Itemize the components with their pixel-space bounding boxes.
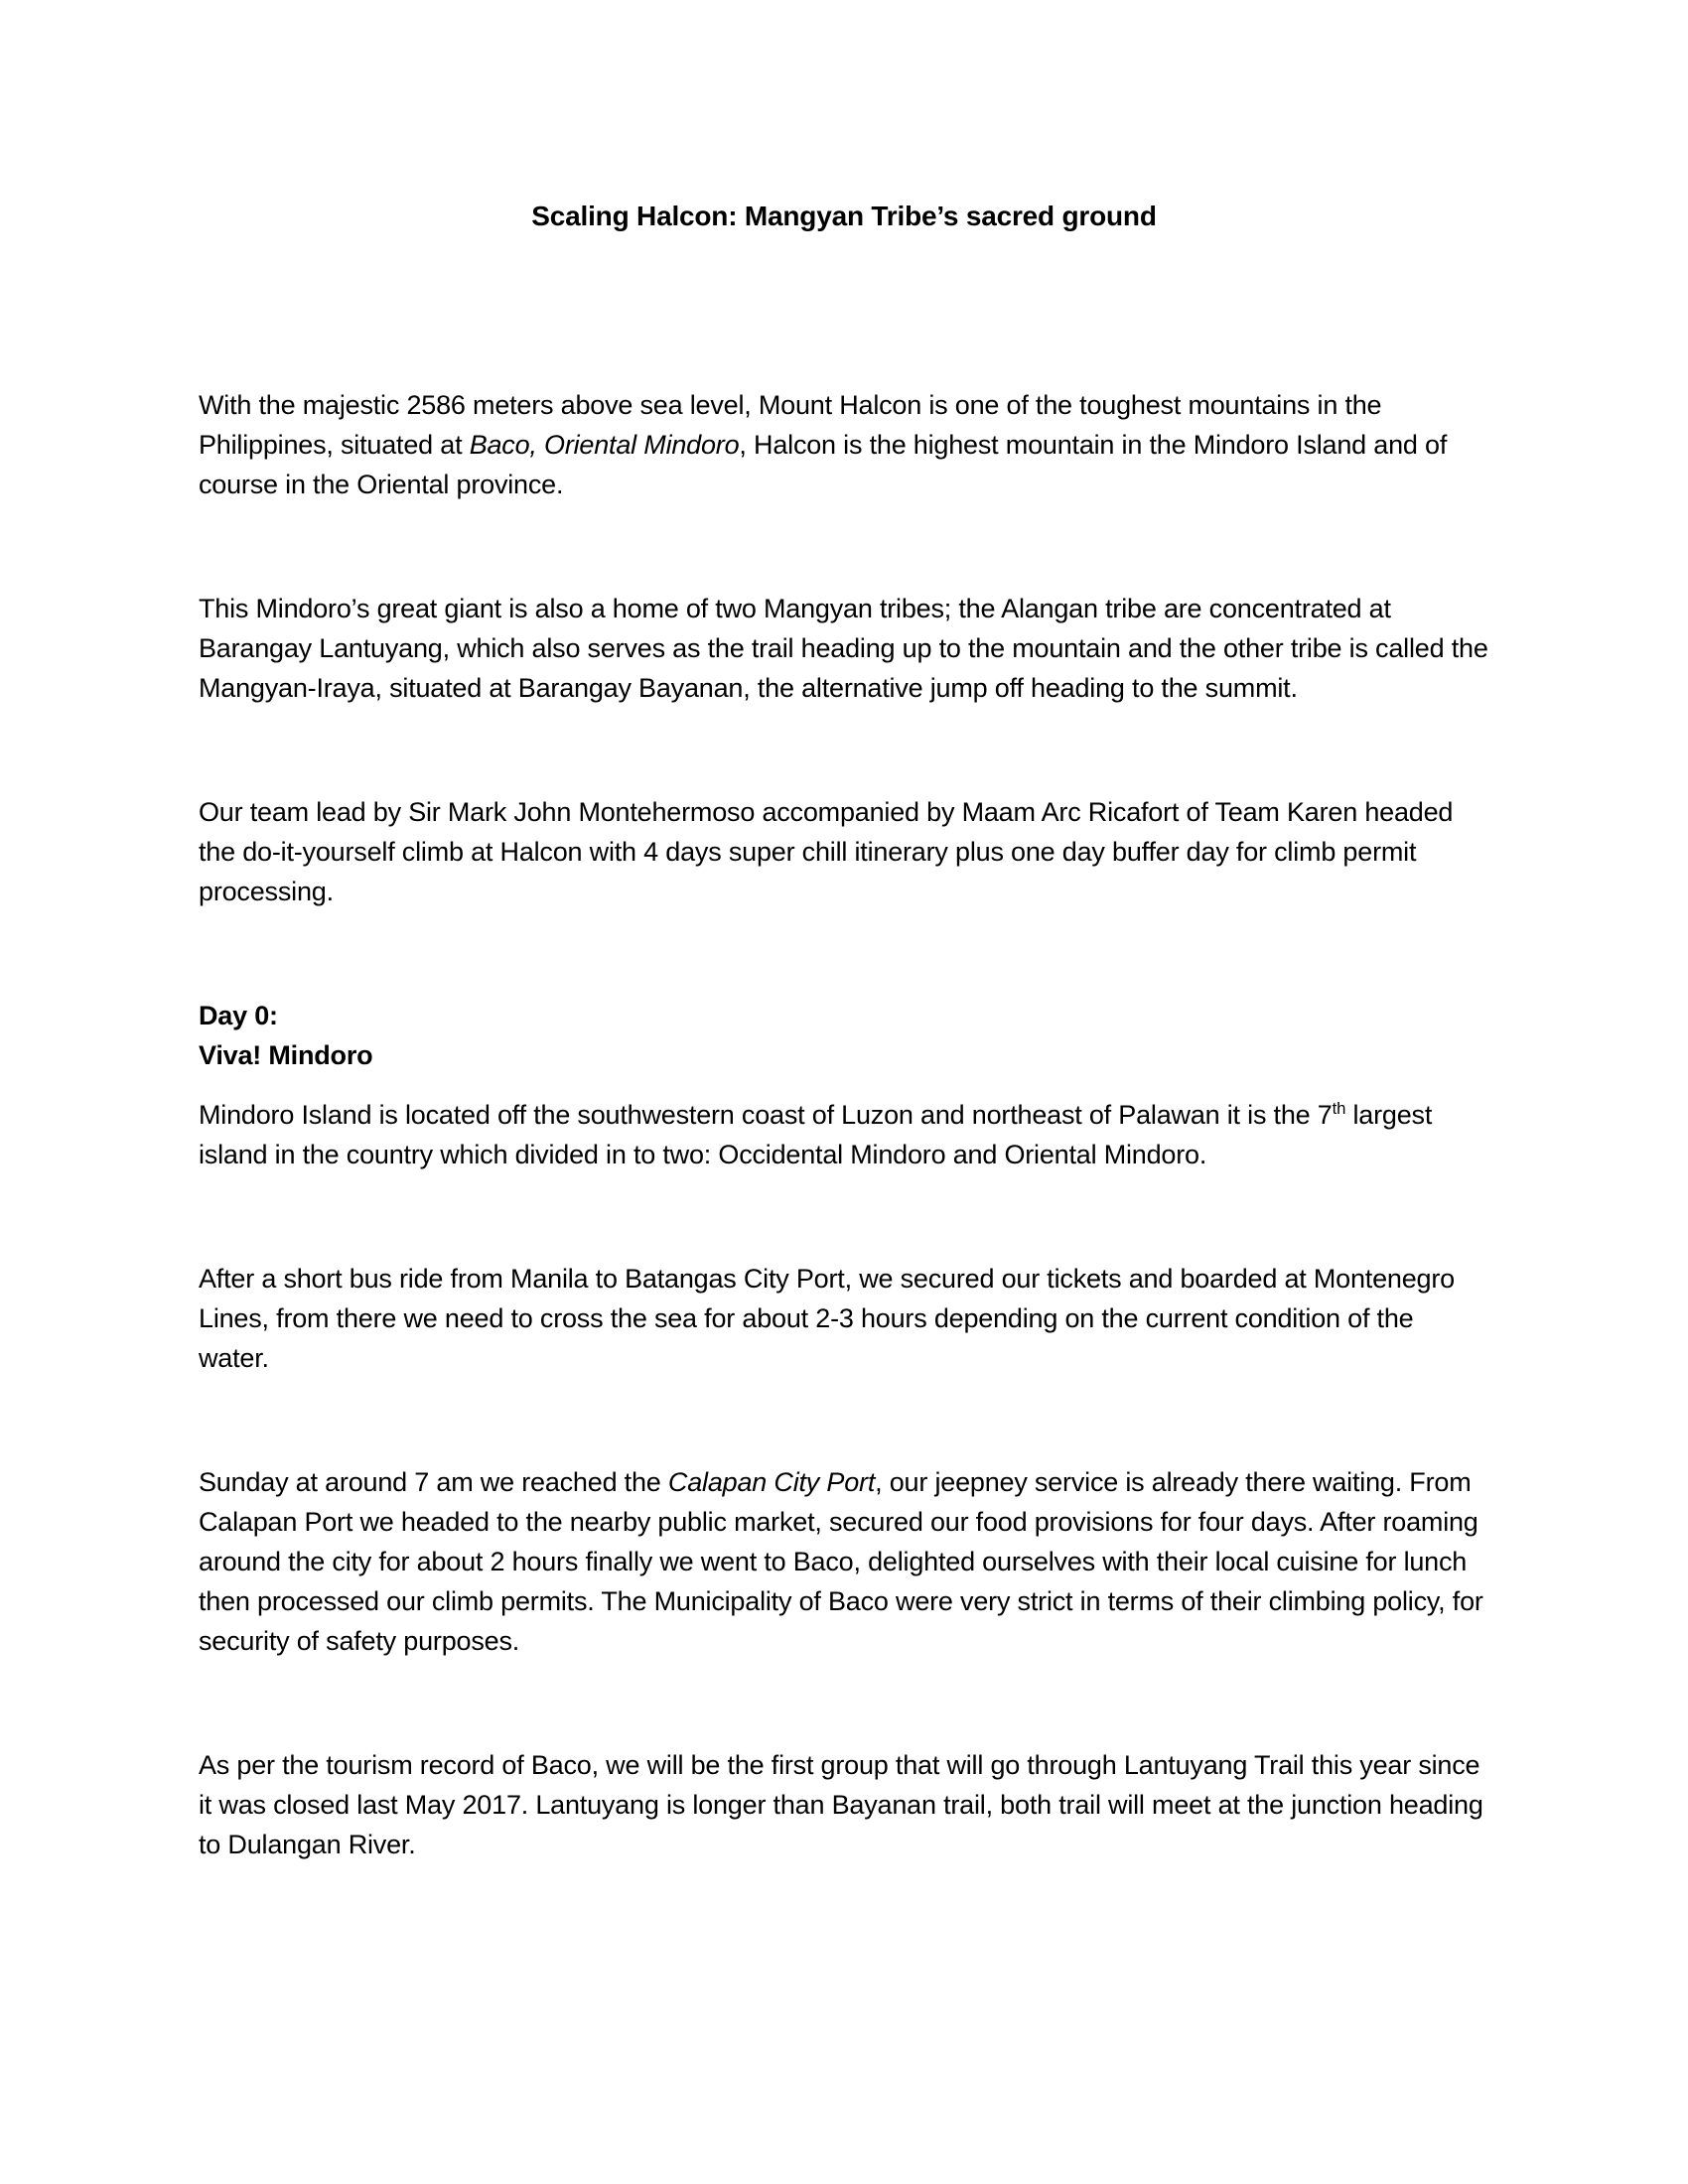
- paragraph-tourism-record: [199, 1745, 1489, 1864]
- document-body: [199, 385, 1489, 1864]
- text-run: After a short bus ride from Manila to Batangas City Port, we secured our tickets and boarded at Montenegro Lines, from there we need to cross the sea for about 2-3 hours depending on the current condition of the water.: [199, 1264, 1455, 1373]
- text-run: Our team lead by Sir Mark John Montehermoso accompanied by Maam Arc Ricafort of Team Karen headed the do-it-yourself climb at Halcon with 4 days super chill itinerary plus one day buffer day for climb permit processing.: [199, 797, 1454, 906]
- paragraph-two-tribes: [199, 589, 1489, 708]
- text-run: , Halcon is the highest mountain in the Mindoro Island and of course in the Oriental province.: [199, 430, 1448, 499]
- paragraph-mindoro-island: [199, 1095, 1489, 1174]
- text-run: Calapan City Port: [667, 1467, 876, 1497]
- text-run: Viva! Mindoro: [199, 1040, 373, 1070]
- text-run: This Mindoro’s great giant is also a home of two Mangyan tribes; the Alangan tribe are concentrated at Barangay Lantuyang, which also serves as the trail heading up to the mountain and the other tribe is called the Mangyan-Iraya, situated at Barangay Bayanan, the alternative jump off heading to the summit.: [199, 594, 1488, 703]
- document-title: Scaling Halcon: Mangyan Tribe’s sacred ground: [531, 201, 1157, 231]
- text-run: largest island in the country which divided in to two: Occidental Mindoro and Oriental Mindoro.: [199, 1100, 1433, 1169]
- text-run: With the majestic 2586 meters above sea level, Mount Halcon is one of the toughest mountains in the Philippines, situated at: [199, 390, 1382, 460]
- paragraph-day-0-heading: [199, 996, 1489, 1075]
- text-run: Baco, Oriental Mindoro: [469, 430, 740, 460]
- paragraph-team-lead: [199, 792, 1489, 911]
- text-run: As per the tourism record of Baco, we will be the first group that will go through Lantuyang Trail this year since it was closed last May 2017. Lantuyang is longer than Bayanan trail, both trail will meet at the junction heading to Dulangan River.: [199, 1750, 1483, 1859]
- paragraph-intro-halcon: [199, 385, 1489, 504]
- text-run: Mindoro Island is located off the southwestern coast of Luzon and northeast of Palawan it is the 7: [199, 1100, 1333, 1130]
- text-run: th: [1332, 1099, 1346, 1118]
- text-run: , our jeepney service is already there waiting. From Calapan Port we headed to the nearby public market, secured our food provisions for four days. After roaming around the city for about 2 hours finally we went to Baco, delighted ourselves with their local cuisine for lunch then processed our climb permits. The Municipality of Baco were very strict in terms of their climbing policy, for security of safety purposes.: [199, 1467, 1483, 1656]
- text-run: Day 0:: [199, 1001, 278, 1030]
- paragraph-bus-ride: [199, 1259, 1489, 1378]
- text-run: Sunday at around 7 am we reached the: [199, 1467, 668, 1497]
- paragraph-calapan-arrival: [199, 1462, 1489, 1661]
